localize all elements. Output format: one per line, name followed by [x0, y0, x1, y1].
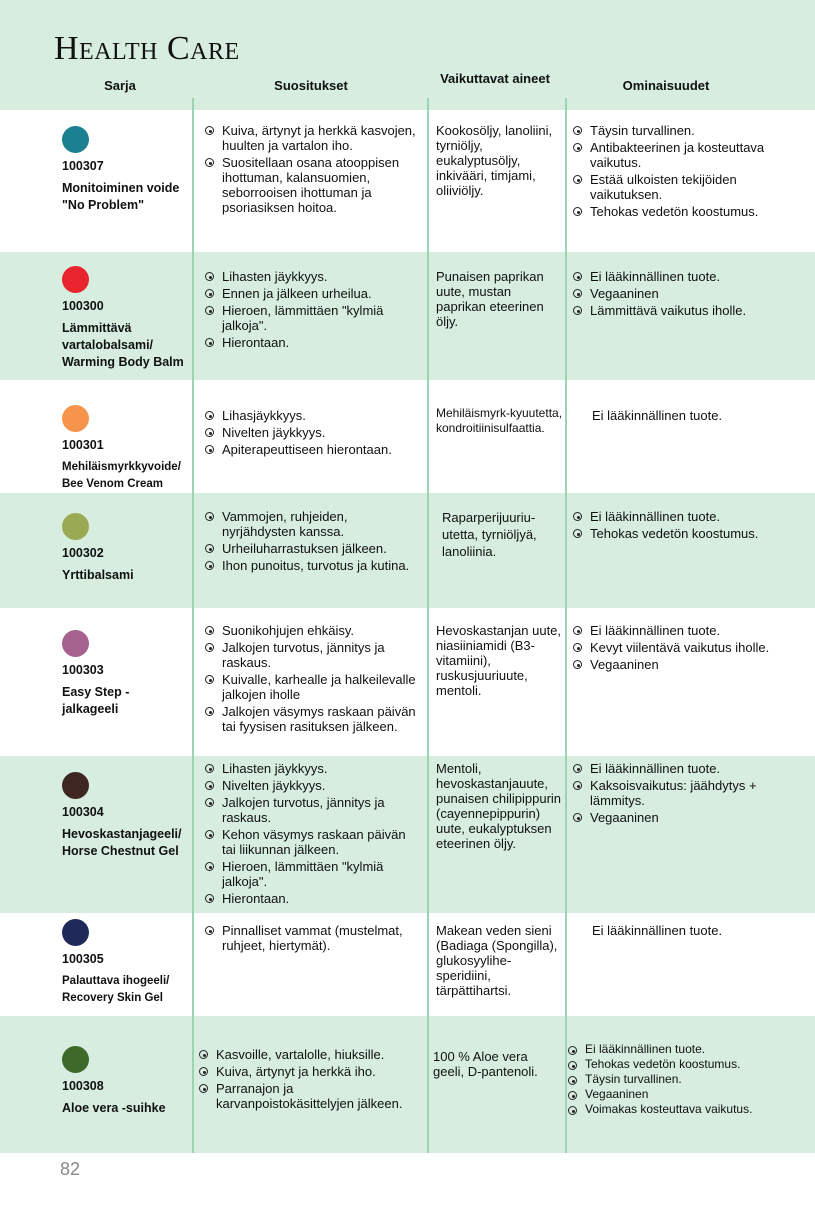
- list-item: Pinnalliset vammat (mustelmat, ruhjeet, hiertymät).: [204, 923, 422, 953]
- list-item: Lihasjäykkyys.: [204, 408, 422, 423]
- product-name: Hevoskastanjageeli/ Horse Chestnut Gel: [62, 827, 182, 858]
- product-cell: [62, 126, 190, 214]
- ingredients-cell: Mehiläismyrk-kyuutetta, kondroitiinisulfaattia.: [436, 406, 563, 435]
- recommendations-cell: [204, 509, 422, 575]
- list-item: Ihon punoitus, turvotus ja kutina.: [204, 558, 422, 573]
- list-item: Ei lääkinnällinen tuote.: [572, 269, 772, 284]
- recommendations-cell: [204, 269, 422, 352]
- product-cell: [62, 630, 190, 718]
- product-code: 100300: [62, 299, 104, 313]
- properties-cell: [572, 623, 772, 674]
- column-header-vaikuttavat: Vaikuttavat aineet: [440, 71, 550, 86]
- list-item: Kevyt viilentävä vaikutus iholle.: [572, 640, 772, 655]
- properties-cell: [572, 269, 772, 320]
- list-item: Ei lääkinnällinen tuote.: [572, 761, 772, 776]
- properties-cell: [572, 509, 772, 543]
- product-cell: [62, 513, 190, 584]
- list-item: Kuiva, ärtynyt ja herkkä kasvojen, huulten ja vartalon iho.: [204, 123, 422, 153]
- product-code: 100301: [62, 438, 104, 452]
- list-item: Jalkojen turvotus, jännitys ja raskaus.: [204, 640, 422, 670]
- ingredients-cell: Raparperijuuriu-utetta, tyrniöljyä, lanoliinia.: [442, 510, 537, 559]
- list-item: Hieroen, lämmittäen "kylmiä jalkoja".: [204, 859, 422, 889]
- color-dot: [62, 630, 89, 657]
- recommendations-cell: [198, 1047, 416, 1113]
- recommendations-cell: [204, 623, 422, 736]
- list-item: Suonikohjujen ehkäisy.: [204, 623, 422, 638]
- list-item: Parranajon ja karvanpoistokäsittelyjen jälkeen.: [198, 1081, 416, 1111]
- list-item: Hierontaan.: [204, 335, 422, 350]
- list-item: Nivelten jäykkyys.: [204, 778, 422, 793]
- list-item: Täysin turvallinen.: [567, 1073, 767, 1086]
- product-code: 100304: [62, 805, 104, 819]
- recommendations-cell: [204, 408, 422, 459]
- product-name: Aloe vera -suihke: [62, 1101, 166, 1115]
- product-name: Lämmittävä vartalobalsami/ Warming Body Balm: [62, 321, 184, 369]
- ingredients-cell: Makean veden sieni (Badiaga (Spongilla), glukosyylihe-speridiini, tärpättihartsi.: [436, 923, 558, 998]
- list-item: Täysin turvallinen.: [572, 123, 772, 138]
- list-item: Jalkojen turvotus, jännitys ja raskaus.: [204, 795, 422, 825]
- properties-cell: [567, 1043, 767, 1118]
- list-item: Ei lääkinnällinen tuote.: [572, 623, 772, 638]
- list-item: Vammojen, ruhjeiden, nyrjähdysten kanssa.: [204, 509, 422, 539]
- column-divider: [427, 98, 429, 1153]
- list-item: Kuivalle, karhealle ja halkeilevalle jalkojen iholle: [204, 672, 422, 702]
- product-code: 100303: [62, 663, 104, 677]
- page-title: Health Care: [54, 30, 240, 67]
- list-item: Lihasten jäykkyys.: [204, 269, 422, 284]
- list-item: Lihasten jäykkyys.: [204, 761, 422, 776]
- properties-cell: Ei lääkinnällinen tuote.: [592, 923, 723, 938]
- page-number: 82: [60, 1159, 81, 1179]
- recommendations-cell: [204, 923, 422, 955]
- color-dot: [62, 266, 89, 293]
- ingredients-cell: 100 % Aloe vera geeli, D-pantenoli.: [433, 1049, 538, 1079]
- product-code: 100305: [62, 952, 104, 966]
- list-item: Voimakas kosteuttava vaikutus.: [567, 1103, 767, 1116]
- color-dot: [62, 919, 89, 946]
- list-item: Vegaaninen: [572, 810, 772, 825]
- list-item: Estää ulkoisten tekijöiden vaikutuksen.: [572, 172, 772, 202]
- color-dot: [62, 513, 89, 540]
- list-item: Hieroen, lämmittäen "kylmiä jalkoja".: [204, 303, 422, 333]
- list-item: Suositellaan osana atooppisen ihottuman, kalansuomien, seborrooisen ihottuman ja psoriasiksen hoitoa.: [204, 155, 422, 215]
- list-item: Vegaaninen: [567, 1088, 767, 1101]
- recommendations-cell: [204, 123, 422, 217]
- list-item: Lämmittävä vaikutus iholle.: [572, 303, 772, 318]
- product-code: 100302: [62, 546, 104, 560]
- product-name: Palauttava ihogeeli/ Recovery Skin Gel: [62, 975, 170, 1004]
- properties-cell: Ei lääkinnällinen tuote.: [592, 408, 723, 423]
- list-item: Jalkojen väsymys raskaan päivän tai fyysisen rasituksen jälkeen.: [204, 704, 422, 734]
- list-item: Vegaaninen: [572, 657, 772, 672]
- list-item: Tehokas vedetön koostumus.: [572, 526, 772, 541]
- recommendations-cell: [204, 761, 422, 908]
- column-header-ominaisuudet: Ominaisuudet: [622, 78, 710, 93]
- product-cell: [62, 405, 190, 493]
- ingredients-cell: Hevoskastanjan uute, niasiiniamidi (B3-vitamiini), ruskusjuuriuute, mentoli.: [436, 623, 562, 698]
- properties-cell: [572, 761, 772, 827]
- product-cell: [62, 266, 190, 371]
- list-item: Vegaaninen: [572, 286, 772, 301]
- product-name: Monitoiminen voide "No Problem": [62, 181, 180, 212]
- list-item: Apiterapeuttiseen hierontaan.: [204, 442, 422, 457]
- properties-cell: [572, 123, 772, 221]
- product-cell: [62, 919, 190, 1007]
- list-item: Ennen ja jälkeen urheilua.: [204, 286, 422, 301]
- ingredients-cell: Kookosöljy, lanoliini, tyrniöljy, eukalyptusöljy, inkivääri, timjami, oliiviöljy.: [436, 123, 553, 198]
- list-item: Kaksoisvaikutus: jäähdytys + lämmitys.: [572, 778, 772, 808]
- column-header-suositukset: Suositukset: [274, 78, 348, 93]
- product-name: Easy Step -jalkageeli: [62, 685, 130, 716]
- list-item: Antibakteerinen ja kosteuttava vaikutus.: [572, 140, 772, 170]
- list-item: Urheiluharrastuksen jälkeen.: [204, 541, 422, 556]
- list-item: Kasvoille, vartalolle, hiuksille.: [198, 1047, 416, 1062]
- list-item: Ei lääkinnällinen tuote.: [572, 509, 772, 524]
- product-code: 100308: [62, 1079, 104, 1093]
- list-item: Tehokas vedetön koostumus.: [567, 1058, 767, 1071]
- product-name: Yrttibalsami: [62, 568, 134, 582]
- list-item: Ei lääkinnällinen tuote.: [567, 1043, 767, 1056]
- color-dot: [62, 1046, 89, 1073]
- list-item: Nivelten jäykkyys.: [204, 425, 422, 440]
- color-dot: [62, 772, 89, 799]
- list-item: Tehokas vedetön koostumus.: [572, 204, 772, 219]
- product-code: 100307: [62, 159, 104, 173]
- ingredients-cell: Punaisen paprikan uute, mustan paprikan eteerinen öljy.: [436, 269, 544, 329]
- list-item: Hierontaan.: [204, 891, 422, 906]
- color-dot: [62, 126, 89, 153]
- list-item: Kehon väsymys raskaan päivän tai liikunnan jälkeen.: [204, 827, 422, 857]
- product-name: Mehiläismyrkkyvoide/ Bee Venom Cream: [62, 461, 181, 490]
- column-divider: [565, 98, 567, 1153]
- product-cell: [62, 1046, 190, 1117]
- product-cell: [62, 772, 190, 860]
- list-item: Kuiva, ärtynyt ja herkkä iho.: [198, 1064, 416, 1079]
- color-dot: [62, 405, 89, 432]
- column-header-sarja: Sarja: [104, 78, 136, 93]
- column-divider: [192, 98, 194, 1153]
- ingredients-cell: Mentoli, hevoskastanjauute, punaisen chilipippurin (cayennepippurin) uute, eukalyptuksen eteerinen öljy.: [436, 761, 562, 851]
